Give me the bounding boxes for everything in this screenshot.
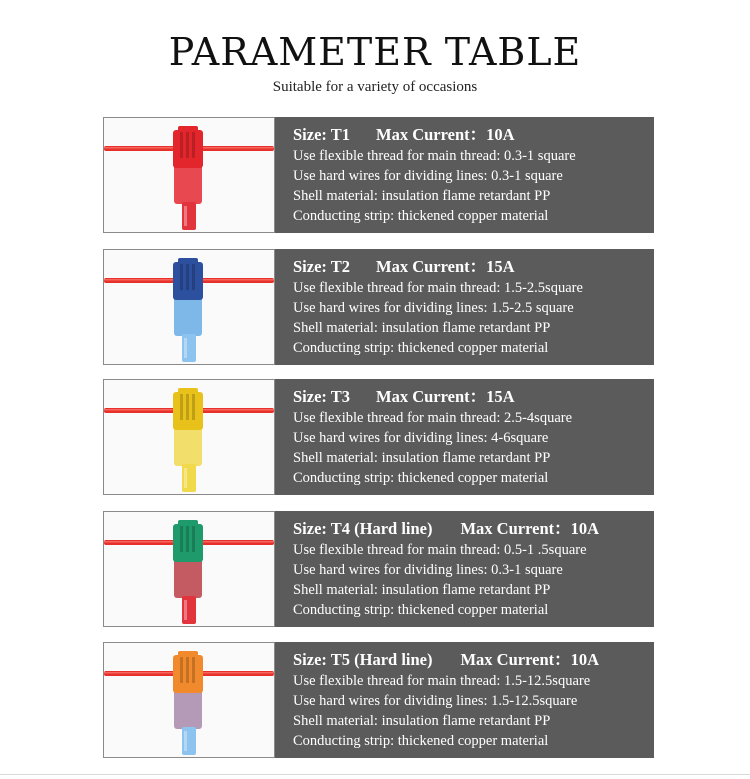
spec-heading (293, 649, 654, 671)
connector-photo (103, 249, 275, 365)
spec-line: Use flexible thread for main thread: 0.5-1 .5square (293, 542, 587, 558)
spec-heading (293, 518, 654, 540)
spec-line: Shell material: insulation flame retardant PP (293, 188, 551, 204)
connector-image (104, 118, 274, 232)
spec-line: Use flexible thread for main thread: 2.5-4square (293, 410, 573, 426)
spec-panel (275, 117, 654, 233)
spec-line: Use hard wires for dividing lines: 4-6square (293, 430, 549, 446)
spec-line: Conducting strip: thickened copper material (293, 208, 549, 224)
max-current-label: Max Current：10A (460, 519, 600, 538)
connector-photo (103, 117, 275, 233)
connector-photo (103, 511, 275, 627)
spec-line: Shell material: insulation flame retardant PP (293, 713, 551, 729)
spec-line: Shell material: insulation flame retardant PP (293, 582, 551, 598)
size-label: Size: T1 (293, 125, 350, 144)
spec-panel (275, 511, 654, 627)
connector-photo (103, 642, 275, 758)
bottom-divider (0, 774, 750, 775)
spec-line: Shell material: insulation flame retardant PP (293, 450, 551, 466)
parameter-row (103, 379, 654, 495)
connector-photo (103, 379, 275, 495)
spec-panel (275, 379, 654, 495)
spec-panel (275, 249, 654, 365)
parameter-row (103, 117, 654, 233)
spec-line: Use flexible thread for main thread: 0.3-1 square (293, 148, 576, 164)
page-subtitle: Suitable for a variety of occasions (272, 79, 478, 95)
parameter-row (103, 249, 654, 365)
max-current-label: Max Current：10A (460, 650, 600, 669)
connector-image (104, 250, 274, 364)
spec-line: Conducting strip: thickened copper material (293, 733, 549, 749)
parameter-row (103, 642, 654, 758)
size-label: Size: T5 (Hard line) (293, 650, 433, 669)
spec-heading (293, 124, 654, 146)
max-current-label: Max Current：15A (376, 387, 515, 406)
spec-line: Use flexible thread for main thread: 1.5-2.5square (293, 280, 583, 296)
spec-line: Shell material: insulation flame retardant PP (293, 320, 551, 336)
spec-line: Use hard wires for dividing lines: 1.5-12.5square (293, 693, 578, 709)
connector-image (104, 380, 274, 494)
size-label: Size: T4 (Hard line) (293, 519, 433, 538)
connector-image (104, 643, 274, 757)
spec-panel (275, 642, 654, 758)
size-label: Size: T2 (293, 257, 350, 276)
spec-line: Conducting strip: thickened copper material (293, 602, 549, 618)
page-title: PARAMETER TABLE (168, 30, 582, 74)
spec-line: Use hard wires for dividing lines: 0.3-1 square (293, 168, 563, 184)
size-label: Size: T3 (293, 387, 350, 406)
spec-heading (293, 386, 654, 408)
spec-line: Use hard wires for dividing lines: 0.3-1 square (293, 562, 563, 578)
max-current-label: Max Current：10A (376, 125, 515, 144)
max-current-label: Max Current：15A (376, 257, 515, 276)
spec-line: Conducting strip: thickened copper material (293, 340, 549, 356)
parameter-row (103, 511, 654, 627)
spec-line: Use hard wires for dividing lines: 1.5-2.5 square (293, 300, 574, 316)
spec-heading (293, 256, 654, 278)
spec-line: Conducting strip: thickened copper material (293, 470, 549, 486)
connector-image (104, 512, 274, 626)
spec-line: Use flexible thread for main thread: 1.5-12.5square (293, 673, 591, 689)
